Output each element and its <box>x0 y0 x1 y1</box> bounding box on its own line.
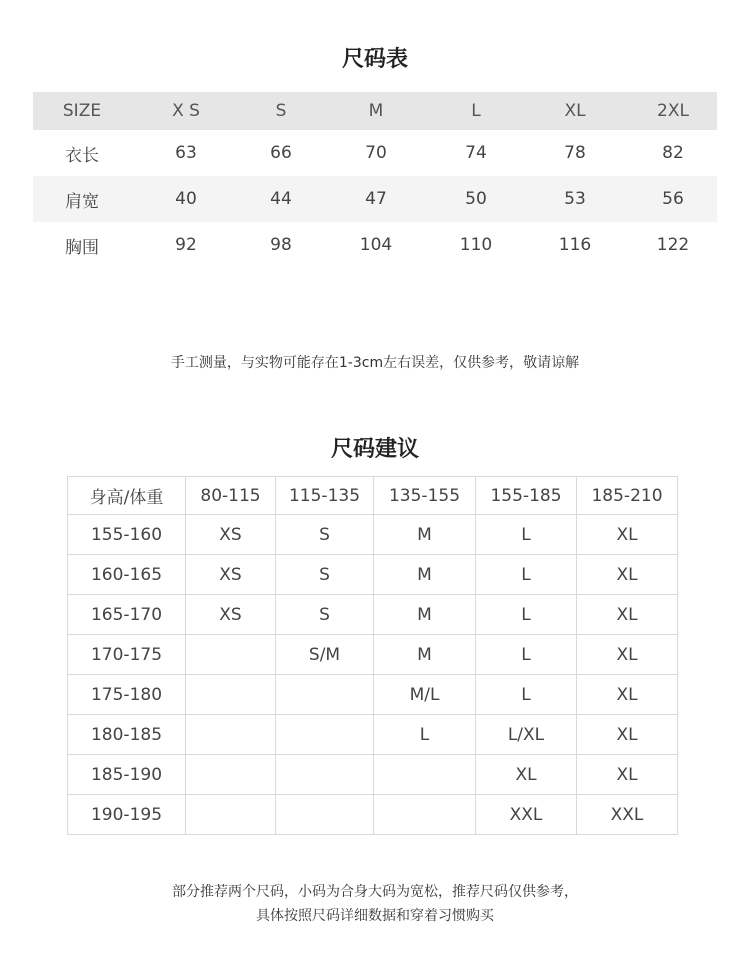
recommendation-cell <box>276 715 374 755</box>
recommendation-cell: L <box>476 635 577 675</box>
size-chart-cell: 47 <box>321 176 431 222</box>
size-chart-header-cell: X S <box>131 92 241 130</box>
recommendation-cell: S <box>276 595 374 635</box>
recommendation-cell: XS <box>186 515 276 555</box>
size-chart-cell: 70 <box>365 143 387 163</box>
size-chart-cell: 104 <box>359 235 393 255</box>
recommendation-cell: L <box>476 515 577 555</box>
recommendation-cell: L <box>476 675 577 715</box>
recommendation-row <box>68 755 678 795</box>
recommendation-cell: XS <box>186 595 276 635</box>
recommendation-cell: 165-170 <box>68 595 186 635</box>
size-chart-cell: 63 <box>175 143 197 163</box>
recommendation-cell: XL <box>577 755 678 795</box>
size-chart-header-row <box>33 92 717 130</box>
size-chart-table <box>33 92 717 268</box>
recommendation-note-line: 具体按照尺码详细数据和穿着习惯购买 <box>256 908 494 924</box>
recommendation-cell: M <box>374 515 476 555</box>
size-chart-cell: 92 <box>175 235 197 255</box>
recommendation-cell: XL <box>577 715 678 755</box>
recommendation-row <box>68 795 678 835</box>
recommendation-cell <box>276 795 374 835</box>
size-chart-cell: 98 <box>270 235 292 255</box>
size-chart-row <box>33 130 717 176</box>
recommendation-note-line: 部分推荐两个尺码，小码为合身大码为宽松，推荐尺码仅供参考， <box>172 884 578 900</box>
recommendation-title: 尺码建议 <box>330 437 419 462</box>
size-chart-cell: 衣长 <box>65 145 99 166</box>
size-chart-header-cell: XL <box>521 92 629 130</box>
recommendation-row <box>68 635 678 675</box>
size-chart-cell: 122 <box>656 235 690 255</box>
size-chart-cell: 肩宽 <box>33 176 131 222</box>
recommendation-header-cell: 185-210 <box>577 477 678 515</box>
recommendation-row <box>68 675 678 715</box>
size-chart-row <box>33 176 717 222</box>
recommendation-header-cell: 135-155 <box>374 477 476 515</box>
recommendation-cell: M/L <box>374 675 476 715</box>
size-chart-cell: 44 <box>241 176 321 222</box>
recommendation-row <box>68 715 678 755</box>
size-chart-header-cell: L <box>431 92 521 130</box>
recommendation-cell: L <box>476 595 577 635</box>
recommendation-cell: XXL <box>577 795 678 835</box>
recommendation-cell: M <box>374 595 476 635</box>
size-chart-header-cell: M <box>321 92 431 130</box>
size-chart-cell: 78 <box>564 143 586 163</box>
size-chart-cell: 56 <box>629 176 717 222</box>
size-chart-cell: 40 <box>131 176 241 222</box>
recommendation-header-cell: 115-135 <box>276 477 374 515</box>
recommendation-cell: XL <box>577 595 678 635</box>
size-chart-cell: 53 <box>521 176 629 222</box>
recommendation-cell: S <box>276 555 374 595</box>
recommendation-cell <box>186 715 276 755</box>
size-chart-row <box>33 222 717 268</box>
recommendation-cell: 170-175 <box>68 635 186 675</box>
recommendation-cell: XL <box>577 675 678 715</box>
size-chart-title: 尺码表 <box>341 47 408 72</box>
size-chart-cell: 胸围 <box>65 237 99 258</box>
recommendation-cell <box>374 755 476 795</box>
recommendation-cell: 160-165 <box>68 555 186 595</box>
recommendation-cell: L/XL <box>476 715 577 755</box>
recommendation-cell: 155-160 <box>68 515 186 555</box>
recommendation-cell: XXL <box>476 795 577 835</box>
size-chart-header-cell: SIZE <box>33 92 131 130</box>
size-chart-cell: 50 <box>431 176 521 222</box>
recommendation-header-cell: 80-115 <box>186 477 276 515</box>
recommendation-cell: S <box>276 515 374 555</box>
recommendation-header-row <box>68 477 678 515</box>
recommendation-table <box>67 476 678 835</box>
recommendation-row <box>68 555 678 595</box>
recommendation-cell: L <box>374 715 476 755</box>
recommendation-cell <box>374 795 476 835</box>
recommendation-cell <box>276 755 374 795</box>
recommendation-cell: XL <box>577 635 678 675</box>
recommendation-cell <box>276 675 374 715</box>
size-chart-cell: 82 <box>662 143 684 163</box>
recommendation-row <box>68 595 678 635</box>
recommendation-cell: S/M <box>276 635 374 675</box>
recommendation-cell <box>186 795 276 835</box>
recommendation-cell: 190-195 <box>68 795 186 835</box>
size-chart-cell: 66 <box>270 143 292 163</box>
recommendation-cell: L <box>476 555 577 595</box>
recommendation-cell: XS <box>186 555 276 595</box>
size-chart-cell: 74 <box>465 143 487 163</box>
recommendation-header-cell: 身高/体重 <box>68 477 186 515</box>
size-chart-header-cell: S <box>241 92 321 130</box>
size-chart-cell: 116 <box>558 235 592 255</box>
recommendation-cell: M <box>374 635 476 675</box>
recommendation-cell: 185-190 <box>68 755 186 795</box>
size-chart-header-cell: 2XL <box>629 92 717 130</box>
recommendation-cell: 180-185 <box>68 715 186 755</box>
recommendation-cell: XL <box>476 755 577 795</box>
recommendation-header-cell: 155-185 <box>476 477 577 515</box>
recommendation-row <box>68 515 678 555</box>
recommendation-cell <box>186 755 276 795</box>
recommendation-cell: M <box>374 555 476 595</box>
recommendation-cell <box>186 635 276 675</box>
recommendation-cell: 175-180 <box>68 675 186 715</box>
recommendation-cell: XL <box>577 555 678 595</box>
measurement-note: 手工测量，与实物可能存在1-3cm左右误差，仅供参考，敬请谅解 <box>170 355 580 371</box>
recommendation-cell <box>186 675 276 715</box>
recommendation-note <box>0 880 750 928</box>
recommendation-cell: XL <box>577 515 678 555</box>
size-chart-cell: 110 <box>459 235 493 255</box>
